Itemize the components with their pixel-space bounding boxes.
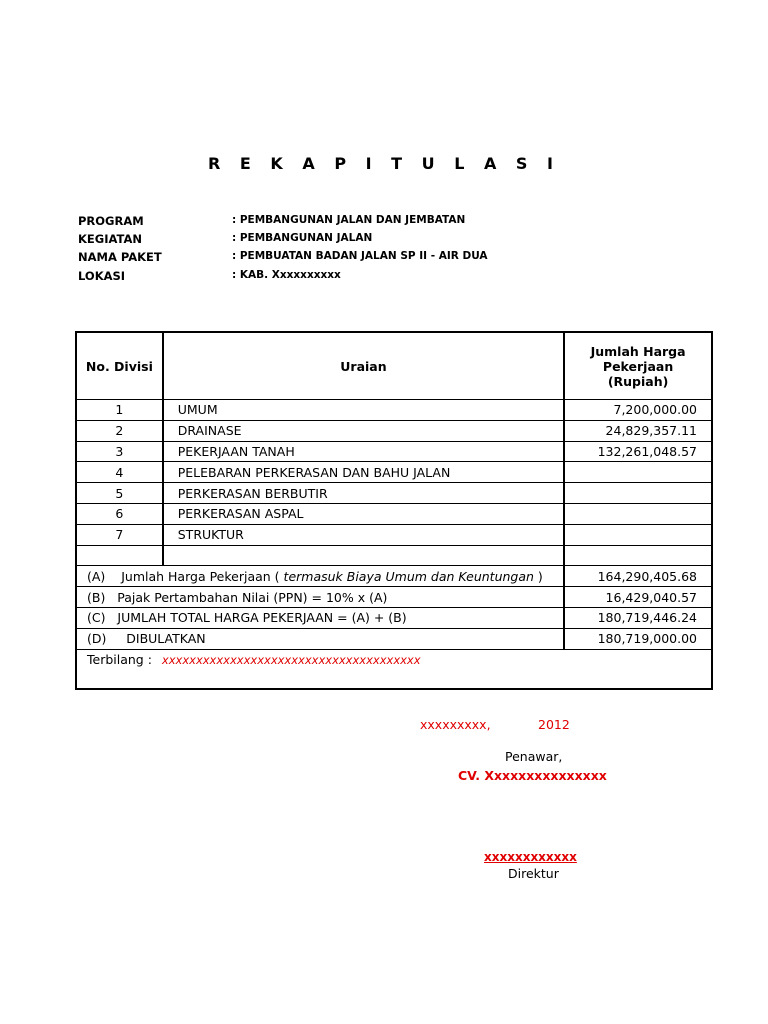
- info-label: PROGRAM: [78, 214, 144, 228]
- recap-table: [75, 331, 713, 690]
- signature-place-date: [420, 717, 570, 732]
- signature-penawar: Penawar,: [505, 749, 563, 764]
- cell-uraian: DRAINASE: [163, 420, 564, 441]
- cell-no: 7: [76, 524, 163, 545]
- summary-italic: termasuk Biaya Umum dan Keuntungan: [283, 568, 534, 584]
- cell-uraian: PEKERJAAN TANAH: [163, 441, 564, 462]
- info-kegiatan: [78, 232, 373, 246]
- terbilang-value: xxxxxxxxxxxxxxxxxxxxxxxxxxxxxxxxxxxxxx: [161, 652, 421, 667]
- table-row: [76, 503, 712, 524]
- cell-no: 6: [76, 503, 163, 524]
- info-program: [78, 214, 466, 228]
- info-nama-paket: [78, 250, 488, 264]
- summary-value: 180,719,446.24: [564, 607, 712, 628]
- header-uraian: Uraian: [163, 332, 564, 400]
- table-row-empty: [76, 545, 712, 566]
- terbilang-cell: [76, 649, 712, 689]
- summary-label: [76, 607, 564, 628]
- cell-no: 3: [76, 441, 163, 462]
- table-row: [76, 441, 712, 462]
- cell-no: 4: [76, 462, 163, 483]
- summary-label: [76, 566, 564, 587]
- cell-no: 2: [76, 420, 163, 441]
- cell-jumlah: [564, 503, 712, 524]
- signature-year: 2012: [538, 717, 570, 732]
- cell-empty: [163, 545, 564, 566]
- cell-jumlah: [564, 524, 712, 545]
- cell-empty: [564, 545, 712, 566]
- info-label: NAMA PAKET: [78, 250, 162, 264]
- summary-row-b: [76, 587, 712, 608]
- info-value: : PEMBUATAN BADAN JALAN SP II - AIR DUA: [232, 250, 488, 262]
- info-value: : PEMBANGUNAN JALAN DAN JEMBATAN: [232, 214, 466, 226]
- summary-text: DIBULATKAN: [126, 631, 206, 647]
- cell-jumlah: 7,200,000.00: [564, 400, 712, 421]
- summary-row-a: [76, 566, 712, 587]
- summary-code: (D): [87, 631, 107, 647]
- table-row: [76, 483, 712, 504]
- summary-label: [76, 587, 564, 608]
- table-header-row: [76, 332, 712, 400]
- info-label: KEGIATAN: [78, 232, 142, 246]
- cell-jumlah: 132,261,048.57: [564, 441, 712, 462]
- header-jumlah-label: Jumlah Harga Pekerjaan (Rupiah): [590, 343, 686, 389]
- cell-uraian: UMUM: [163, 400, 564, 421]
- summary-row-c: [76, 607, 712, 628]
- summary-code: (A): [87, 568, 106, 584]
- header-jumlah: [564, 332, 712, 400]
- summary-code: (B): [87, 589, 106, 605]
- cell-uraian: PERKERASAN BERBUTIR: [163, 483, 564, 504]
- summary-value: 164,290,405.68: [564, 566, 712, 587]
- info-lokasi: [78, 269, 341, 283]
- cell-no: 1: [76, 400, 163, 421]
- summary-value: 180,719,000.00: [564, 628, 712, 649]
- summary-text: Jumlah Harga Pekerjaan (: [121, 568, 280, 584]
- cell-jumlah: [564, 483, 712, 504]
- info-label: LOKASI: [78, 269, 126, 283]
- signature-company: CV. Xxxxxxxxxxxxxxx: [458, 768, 607, 783]
- table-row: [76, 524, 712, 545]
- summary-code: (C): [87, 610, 106, 626]
- summary-text: JUMLAH TOTAL HARGA PEKERJAAN = (A) + (B): [117, 610, 407, 626]
- cell-uraian: PELEBARAN PERKERASAN DAN BAHU JALAN: [163, 462, 564, 483]
- table-row: [76, 400, 712, 421]
- summary-row-d: [76, 628, 712, 649]
- terbilang-label: Terbilang :: [87, 651, 152, 667]
- cell-empty: [76, 545, 163, 566]
- info-value: : KAB. Xxxxxxxxxx: [232, 269, 341, 281]
- table-row: [76, 462, 712, 483]
- header-no-divisi: No. Divisi: [76, 332, 163, 400]
- terbilang-row: [76, 649, 712, 689]
- table-row: [76, 420, 712, 441]
- info-value: : PEMBANGUNAN JALAN: [232, 232, 373, 244]
- signature-name: xxxxxxxxxxxx: [484, 850, 577, 864]
- summary-value: 16,429,040.57: [564, 587, 712, 608]
- summary-suffix: ): [537, 568, 543, 584]
- document-title: R E K A P I T U L A S I: [208, 154, 560, 173]
- cell-uraian: PERKERASAN ASPAL: [163, 503, 564, 524]
- cell-jumlah: [564, 462, 712, 483]
- summary-label: [76, 628, 564, 649]
- summary-text: Pajak Pertambahan Nilai (PPN) = 10% x (A): [117, 589, 388, 605]
- cell-jumlah: 24,829,357.11: [564, 420, 712, 441]
- signature-position: Direktur: [508, 866, 559, 881]
- cell-no: 5: [76, 483, 163, 504]
- signature-place: xxxxxxxxx,: [420, 717, 491, 732]
- cell-uraian: STRUKTUR: [163, 524, 564, 545]
